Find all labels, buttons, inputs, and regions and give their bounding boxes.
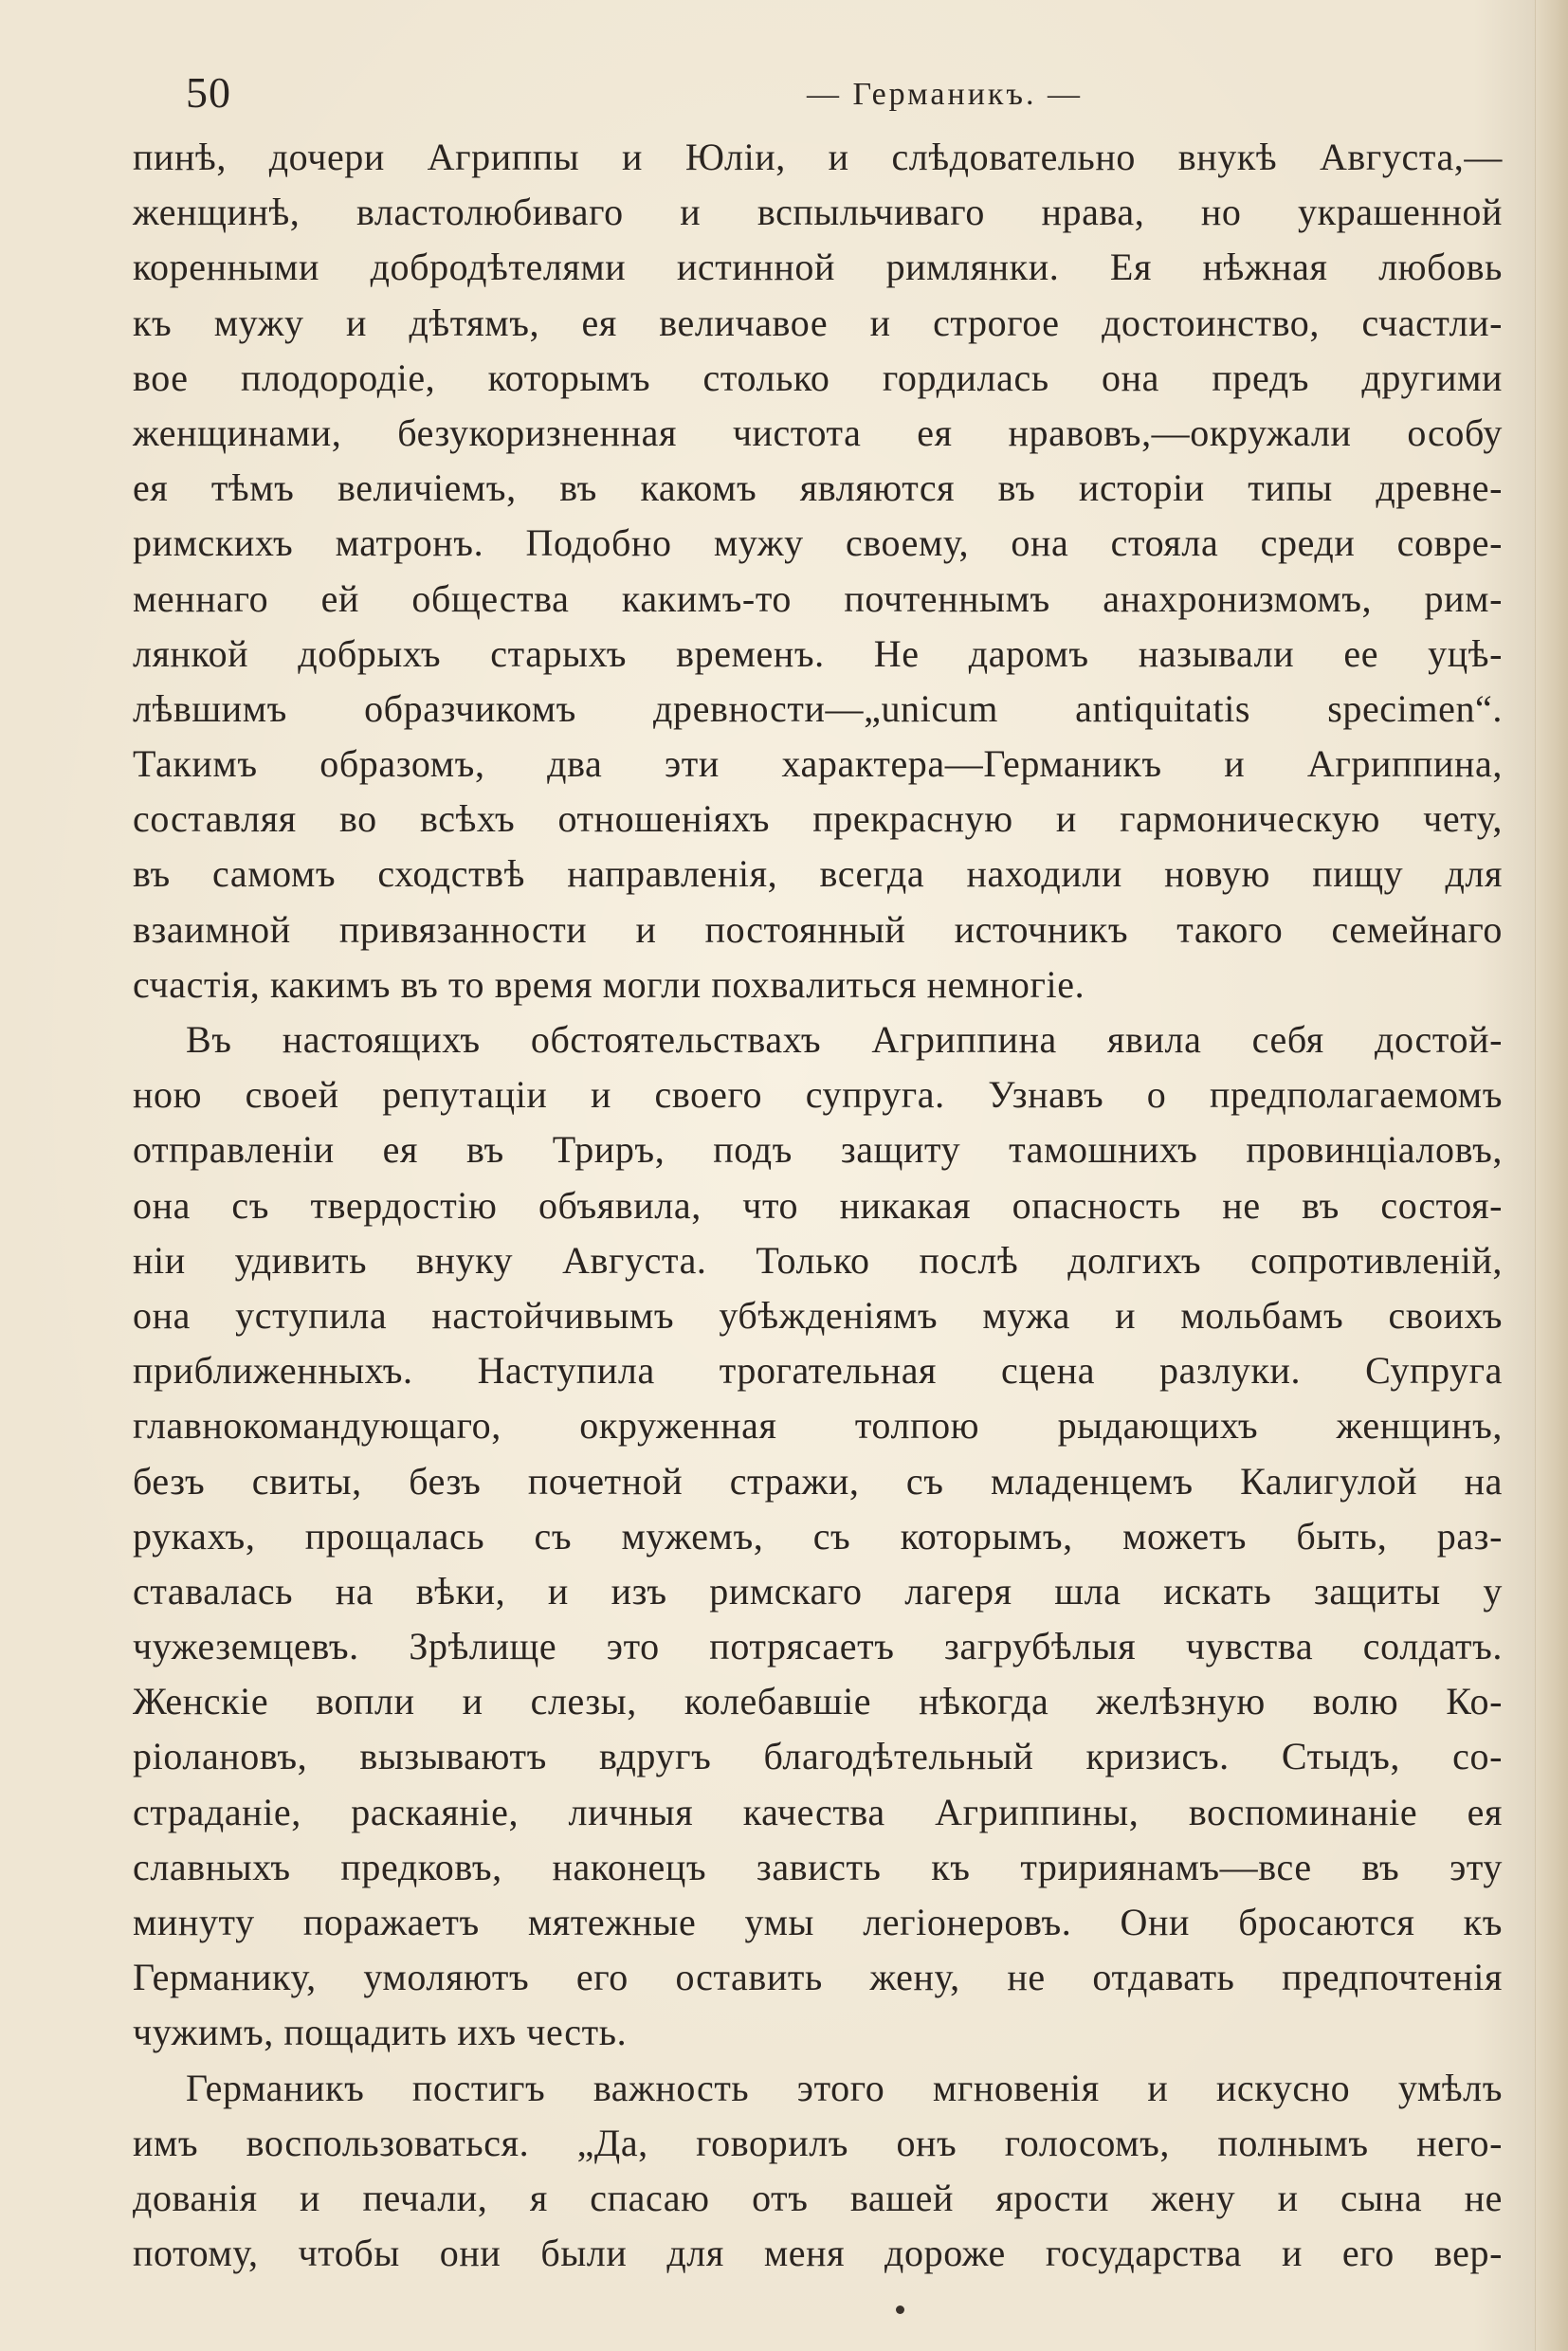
paragraph-start-line: Германикъ постигъ важность этого мгновенія и искусно умѣлъ (186, 2066, 1503, 2109)
text-line: ея тѣмъ величіемъ, въ какомъ являются въ исторіи типы древне- (133, 466, 1503, 510)
text-line: она уступила настойчивымъ убѣжденіямъ мужа и мольбамъ своихъ (133, 1293, 1503, 1337)
text-line: въ самомъ сходствѣ направленія, всегда находили новую пищу для (133, 852, 1503, 896)
text-line: отправленіи ея въ Триръ, подъ защиту тамошнихъ провинціаловъ, (133, 1128, 1503, 1172)
text-line: ріолановъ, вызываютъ вдругъ благодѣтельный кризисъ. Стыдъ, со- (133, 1735, 1503, 1778)
page-header (186, 66, 1522, 123)
text-line: чужеземцевъ. Зрѣлище это потрясаетъ загрубѣлыя чувства солдатъ. (133, 1625, 1503, 1668)
text-line: имъ воспользоваться. „Да, говорилъ онъ голосомъ, полнымъ него- (133, 2121, 1503, 2164)
text-line: Такимъ образомъ, два эти характера—Германикъ и Агриппина, (133, 742, 1503, 786)
text-line: составляя во всѣхъ отношеніяхъ прекрасную и гармоническую чету, (133, 797, 1503, 841)
footer-dot (896, 2305, 904, 2314)
paragraph-start-line: Въ настоящихъ обстоятельствахъ Агриппина явила себя достой- (186, 1018, 1503, 1061)
text-line: римскихъ матронъ. Подобно мужу своему, она стояла среди совре- (133, 521, 1503, 565)
text-line: безъ свиты, безъ почетной стражи, съ младенцемъ Калигулой на (133, 1459, 1503, 1503)
text-line: взаимной привязанности и постоянный источникъ такого семейнаго (133, 907, 1503, 951)
text-line: она съ твердостію объявила, что никакая опасность не въ состоя- (133, 1183, 1503, 1227)
text-line: страданіе, раскаяніе, личныя качества Агриппины, воспоминаніе ея (133, 1790, 1503, 1833)
text-line: лѣвшимъ образчикомъ древности—„unicum antiquitatis specimen“. (133, 686, 1503, 730)
text-line: дованія и печали, я спасаю отъ вашей ярости жену и сына не (133, 2176, 1503, 2219)
text-line: минуту поражаетъ мятежные умы легіонеровъ. Они бросаются къ (133, 1901, 1503, 1943)
text-line: главнокомандующаго, окруженная толпою рыдающихъ женщинъ, (133, 1404, 1503, 1448)
text-line: ніи удивить внуку Августа. Только послѣ долгихъ сопротивленій, (133, 1238, 1503, 1282)
text-line: потому, чтобы они были для меня дороже государства и его вер- (133, 2232, 1503, 2275)
text-line: вое плодородіе, которымъ столько гордилась она предъ другими (133, 355, 1503, 399)
text-line: женщинами, безукоризненная чистота ея нравовъ,—окружали особу (133, 410, 1503, 454)
text-line: Женскіе вопли и слезы, колебавшіе нѣкогда желѣзную волю Ко- (133, 1680, 1503, 1723)
text-line: славныхъ предковъ, наконецъ зависть къ тририянамъ—все въ эту (133, 1845, 1503, 1888)
text-line: лянкой добрыхъ старыхъ временъ. Не даромъ называли ее уцѣ- (133, 631, 1503, 675)
text-line: ставалась на вѣки, и изъ римскаго лагеря шла искать защиты у (133, 1569, 1503, 1613)
text-line: Германику, умоляютъ его оставить жену, не отдавать предпочтенія (133, 1956, 1503, 1999)
text-line: женщинѣ, властолюбиваго и вспыльчиваго нрава, но украшенной (133, 191, 1503, 234)
page-edge (1535, 0, 1568, 2351)
text-line: къ мужу и дѣтямъ, ея величавое и строгое достоинство, счастли- (133, 301, 1503, 344)
page-number: 50 (186, 68, 231, 117)
body-text (133, 130, 1503, 2281)
text-line: чужимъ, пощадить ихъ честь. (133, 2011, 628, 2054)
text-line: рукахъ, прощалась съ мужемъ, съ которымъ, можетъ быть, раз- (133, 1514, 1503, 1558)
text-line: коренными добродѣтелями истинной римлянки. Ея нѣжная любовь (133, 246, 1503, 289)
running-head: — Германикъ. — (807, 77, 1084, 112)
text-line: пинѣ, дочери Агриппы и Юліи, и слѣдовательно внукѣ Августа,— (133, 136, 1503, 178)
text-line: ною своей репутаціи и своего супруга. Узнавъ о предполагаемомъ (133, 1073, 1503, 1117)
text-line: меннаго ей общества какимъ-то почтеннымъ анахронизмомъ, рим- (133, 576, 1503, 620)
text-line: счастія, какимъ въ то время могли похвалиться немногіе. (133, 962, 1085, 1006)
text-line: приближенныхъ. Наступила трогательная сцена разлуки. Супруга (133, 1349, 1503, 1393)
